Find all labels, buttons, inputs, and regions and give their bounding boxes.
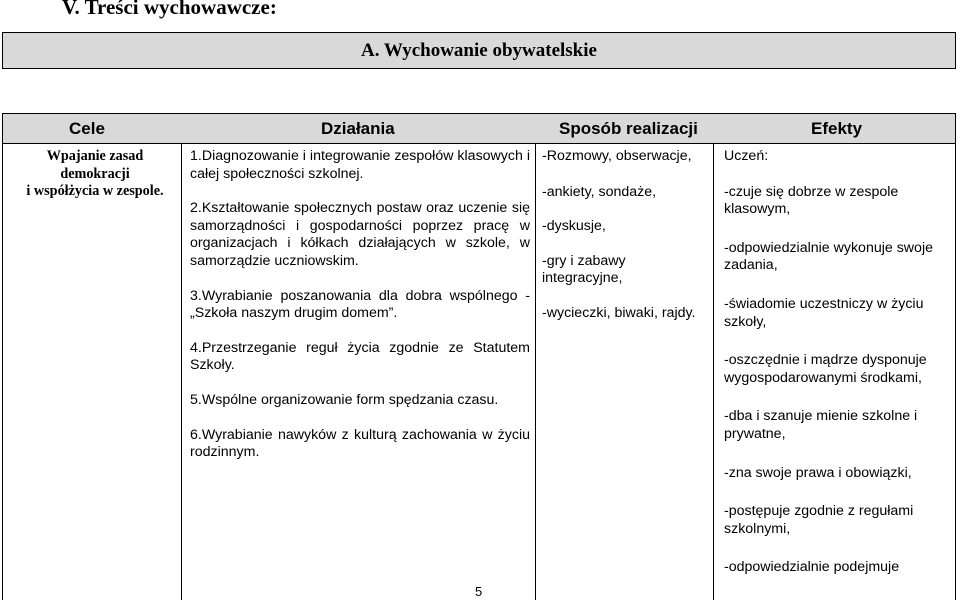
column-divider-2 [535,144,536,600]
efekt-item: -odpowiedzialnie wykonuje swoje zadania, [724,239,933,274]
page-number: 5 [475,584,483,599]
efekt-item: -postępuje zgodnie z regułami szkolnymi, [724,503,914,537]
sposob-item: -Rozmowy, obserwacje, [542,148,692,164]
sposob-item: -gry i zabawy integracyjne, [542,252,626,287]
cell-sposob-realizacji [542,148,708,323]
dzialanie-item: 6.Wyrabianie nawyków z kulturą zachowania w życiu rodzinnym. [190,426,530,461]
cell-dzialania [190,148,530,462]
table-border-left [2,144,3,600]
cele-line: i współżycia w zespole. [26,183,164,200]
column-divider-1 [181,144,182,600]
efekt-item: -czuje się dobrze w zespole klasowym, [724,183,899,218]
sposob-item: -wycieczki, biwaki, rajdy. [542,304,696,321]
dzialanie-item: 4.Przestrzeganie reguł życia zgodnie ze Statutem Szkoły. [190,339,530,374]
efekt-item: -zna swoje prawa i obowiązki, [724,464,912,481]
cele-line: Wpajanie zasad [46,148,144,164]
section-title: A. Wychowanie obywatelskie [361,40,597,61]
column-divider-3 [713,144,714,600]
section-heading: V. Treści wychowawcze: [62,0,277,19]
sposob-item: -dyskusje, [542,218,606,235]
cell-efekty [724,148,950,577]
efekt-item: -odpowiedzialnie podejmuje [724,559,900,576]
dzialanie-item: 2.Kształtowanie społecznych postaw oraz uczenie się samorządności i gospodarności poprzez pracę w organizacjach i kółkach działających w szkole, w samorządzie uczniowskim. [190,200,530,269]
efekt-item: Uczeń: [724,148,769,164]
dzialanie-item: 3.Wyrabianie poszanowania dla dobra wspólnego - „Szkoła naszym drugim domem”. [190,287,530,322]
dzialanie-item: 1.Diagnozowanie i integrowanie zespołów klasowych i całej społeczności szkolnej. [190,148,530,182]
dzialanie-item: 5.Wspólne organizowanie form spędzania czasu. [190,391,499,408]
header-efekty: Efekty [811,119,863,138]
cele-line: demokracji [60,165,130,182]
table-border-right [955,144,956,600]
header-sposob-realizacji: Sposób realizacji [559,119,698,138]
sposob-item: -ankiety, sondaże, [542,183,657,200]
efekt-item: -oszczędnie i mądrze dysponuje wygospodarowanymi środkami, [724,352,927,386]
header-dzialania: Działania [321,119,395,138]
efekt-item: -świadomie uczestniczy w życiu szkoły, [724,295,924,330]
table-header-row [2,113,956,144]
section-title-band [2,32,956,69]
header-cele: Cele [69,119,105,138]
efekt-item: -dba i szanuje mienie szkolne i prywatne, [724,408,918,442]
cell-cele [10,148,180,201]
